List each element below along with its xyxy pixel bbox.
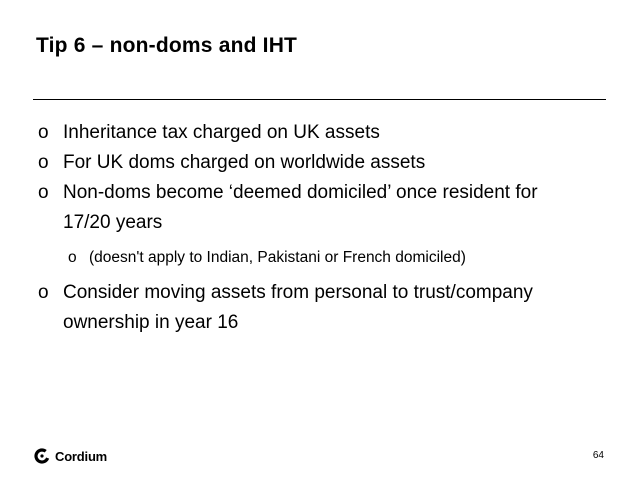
bullet-item [0, 118, 583, 148]
bullet-text: Inheritance tax charged on UK assets [63, 122, 380, 143]
slide-title: Tip 6 – non-doms and IHT [36, 34, 298, 57]
cordium-logo-icon [34, 448, 50, 464]
bullet-marker: o [68, 249, 77, 266]
cordium-logo [34, 445, 107, 467]
bullet-marker: o [38, 122, 49, 143]
sub-bullet-text: (doesn't apply to Indian, Pakistani or French domiciled) [89, 249, 466, 266]
title-divider [33, 99, 606, 100]
bullet-marker: o [38, 182, 49, 203]
bullet-item [0, 148, 583, 178]
sub-bullet-item [0, 246, 638, 270]
bullet-list [0, 118, 638, 338]
bullet-marker: o [38, 282, 49, 303]
logo-wordmark: Cordium [55, 448, 108, 464]
bullet-item [0, 278, 583, 338]
bullet-text: Non-doms become ‘deemed domiciled’ once resident for 17/20 years [63, 182, 538, 233]
bullet-marker: o [38, 152, 49, 173]
bullet-item [0, 178, 583, 238]
bullet-text: Consider moving assets from personal to trust/company ownership in year 16 [63, 282, 533, 333]
bullet-text: For UK doms charged on worldwide assets [63, 152, 426, 173]
page-number: 64 [592, 450, 604, 461]
